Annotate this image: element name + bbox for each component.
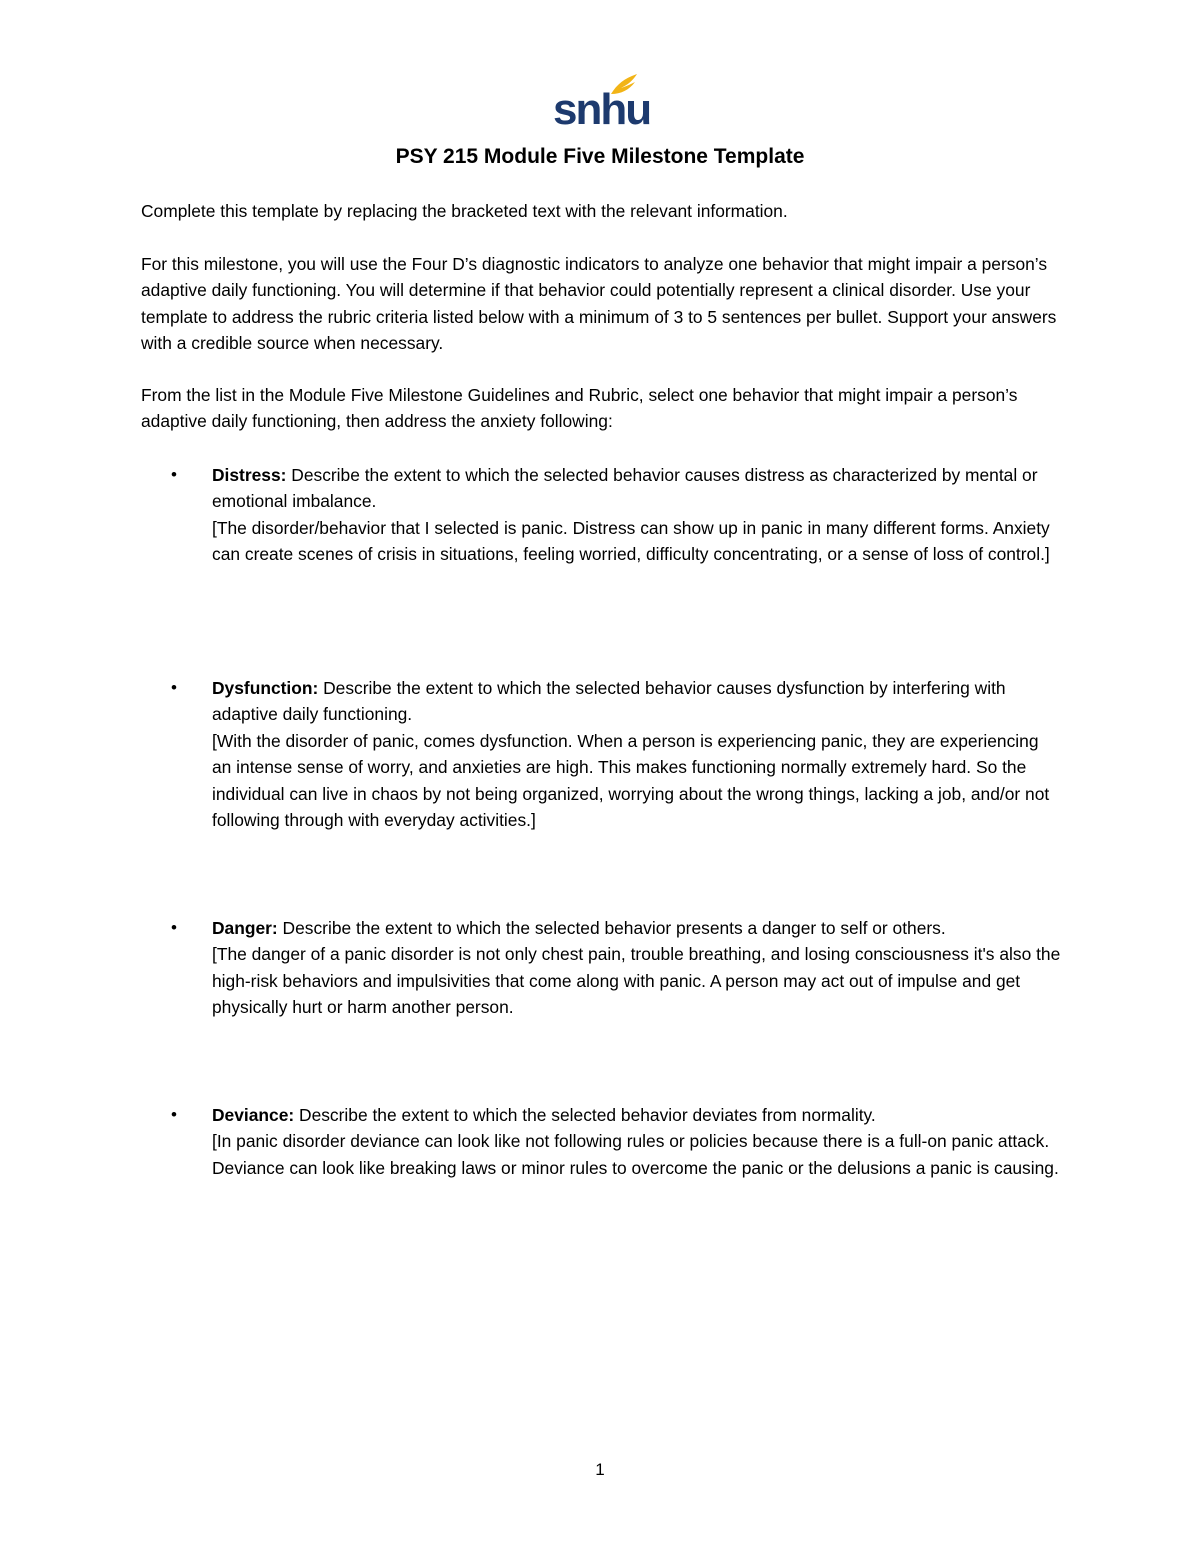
- logo-wordmark: snhu: [553, 85, 651, 134]
- snhu-logo: [553, 72, 651, 134]
- selection-paragraph: [141, 382, 1061, 435]
- term-description: Describe the extent to which the selected behavior causes distress as characterized by mental or emotional imbalance.: [212, 465, 1038, 512]
- intro-text: For this milestone, you will use the Four D’s diagnostic indicators to analyze one behavior that might impair a person’s adaptive daily functioning. You will determine if that behavior could potentially represent a clinical disorder. Use your template to address the rubric criteria listed below with a minimum of 3 to 5 sentences per bullet. Support your answers with a credible source when necessary.: [141, 254, 1057, 354]
- bullet-icon: •: [171, 465, 177, 484]
- intro-paragraph: [141, 251, 1061, 357]
- answer-text: [In panic disorder deviance can look like not following rules or policies because there is a full-on panic attack. Deviance can look like breaking laws or minor rules to overcome the panic or the delusions a panic is causing.: [212, 1131, 1059, 1178]
- answer-text: [The danger of a panic disorder is not only chest pain, trouble breathing, and losing consciousness it's also the high-risk behaviors and impulsivities that come along with panic. A person may act out of impulse and get physically hurt or harm another person.: [212, 944, 1061, 1018]
- list-item-dysfunction: [141, 675, 1061, 833]
- page-title: PSY 215 Module Five Milestone Template: [395, 145, 805, 168]
- instruction-paragraph: [141, 198, 1061, 224]
- term-label: Distress:: [212, 465, 287, 485]
- list-item-danger: [141, 915, 1061, 1021]
- instruction-text: Complete this template by replacing the bracketed text with the relevant information.: [141, 201, 788, 221]
- term-description: Describe the extent to which the selected behavior causes dysfunction by interfering with adaptive daily functioning.: [212, 678, 1006, 725]
- selection-text: From the list in the Module Five Milestone Guidelines and Rubric, select one behavior that might impair a person’s adaptive daily functioning, then address the anxiety following:: [141, 385, 1018, 432]
- list-item-distress: [141, 462, 1061, 568]
- answer-text: [With the disorder of panic, comes dysfunction. When a person is experiencing panic, they are experiencing an intense sense of worry, and anxieties are high. This makes functioning normally extremely hard. So the individual can live in chaos by not being organized, worrying about the wrong things, lacking a job, and/or not following through with everyday activities.]: [212, 730, 1050, 831]
- bullet-icon: •: [171, 678, 177, 697]
- answer-text: [The disorder/behavior that I selected is panic. Distress can show up in panic in many different forms. Anxiety can create scenes of crisis in situations, feeling worried, difficulty concentrating, or a sense of loss of control.]: [212, 517, 1050, 565]
- bullet-icon: •: [171, 918, 177, 937]
- term-label: Dysfunction:: [212, 678, 319, 698]
- page-number: 1: [595, 1460, 605, 1479]
- bullet-icon: •: [171, 1105, 177, 1124]
- term-label: Danger:: [212, 918, 278, 938]
- term-description: Describe the extent to which the selected behavior deviates from normality.: [294, 1105, 876, 1125]
- list-item-deviance: [141, 1102, 1061, 1181]
- term-description: Describe the extent to which the selected behavior presents a danger to self or others.: [277, 918, 946, 938]
- term-label: Deviance:: [212, 1105, 295, 1125]
